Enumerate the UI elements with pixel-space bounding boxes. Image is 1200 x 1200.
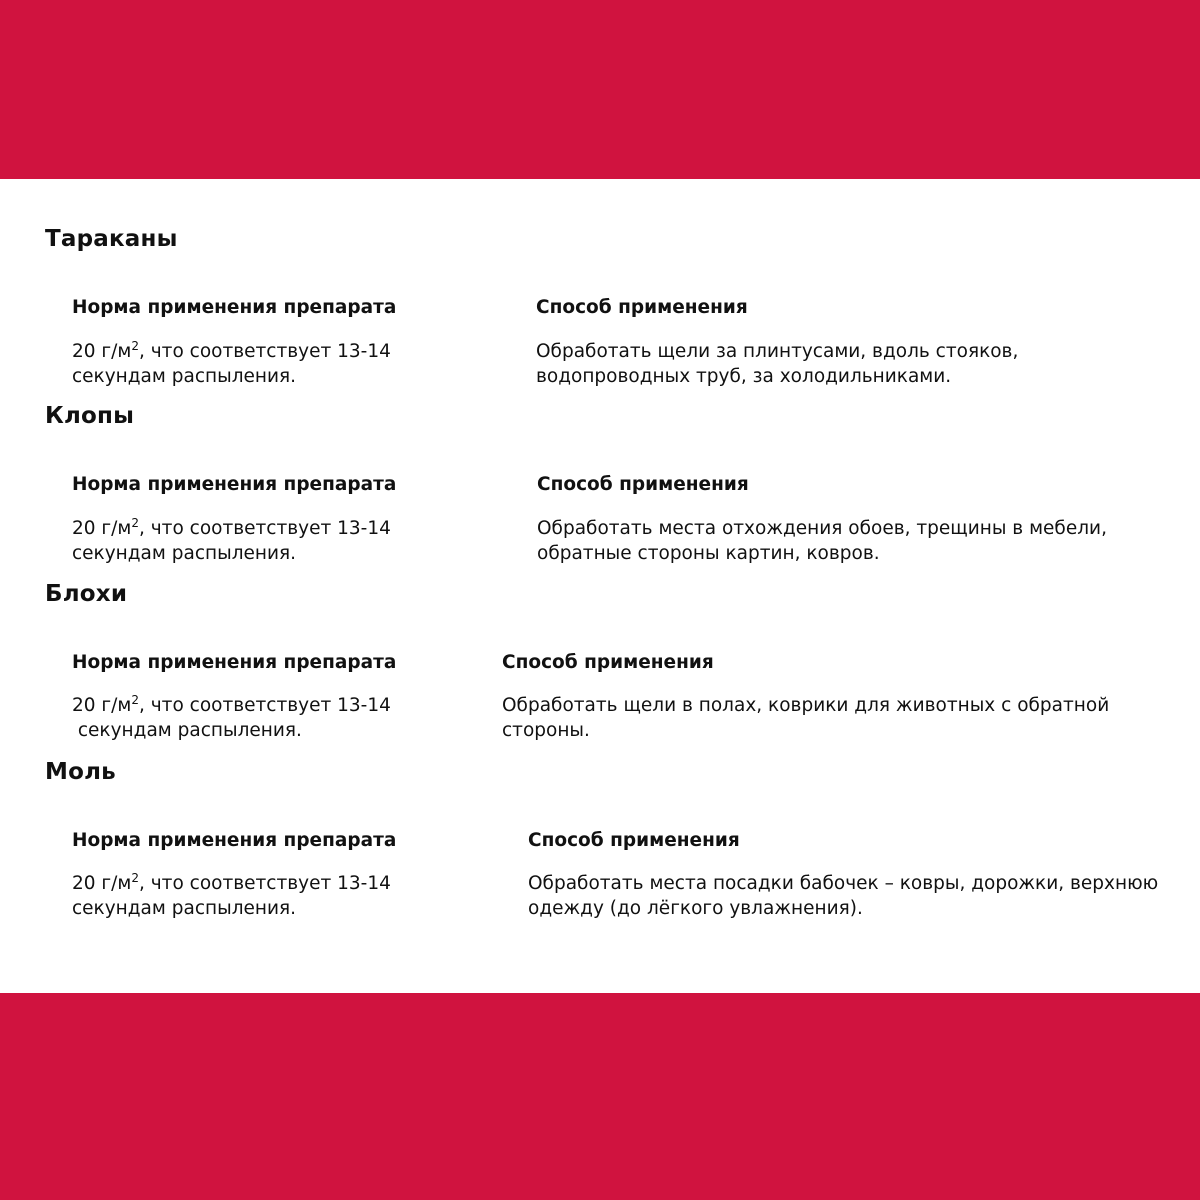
rate-value-line2: секундам распыления. [72,898,297,919]
method-heading: Способ применения [537,474,749,495]
rate-value [72,339,492,389]
method-line1: Обработать места посадки бабочек – ковры, дорожки, верхнюю [528,873,1159,894]
rate-value-prefix: 20 г/м [72,873,132,894]
section-title: Тараканы [45,226,178,252]
top-color-band [0,0,1200,179]
rate-value [72,871,492,921]
method-text [537,516,1197,566]
section-title: Моль [45,759,116,785]
method-line2: одежду (до лёгкого увлажнения). [528,898,863,919]
rate-value-superscript: 2 [131,515,139,530]
rate-value-superscript: 2 [131,692,139,707]
rate-value-line2: секундам распыления. [72,720,302,741]
method-line2: стороны. [502,720,590,741]
method-text [528,871,1196,921]
rate-value-prefix: 20 г/м [72,518,132,539]
rate-heading: Норма применения препарата [72,297,397,318]
method-heading: Способ применения [502,652,714,673]
rate-value [72,693,492,743]
rate-value-rest: , что соответствует 13-14 [138,341,391,362]
rate-value-prefix: 20 г/м [72,695,132,716]
section-title: Блохи [45,581,128,607]
method-line1: Обработать места отхождения обоев, трещины в мебели, [537,518,1107,539]
rate-heading: Норма применения препарата [72,474,397,495]
method-line2: водопроводных труб, за холодильниками. [536,366,952,387]
bottom-color-band [0,993,1200,1200]
method-heading: Способ применения [536,297,748,318]
method-text [536,339,1196,389]
method-text [502,693,1192,743]
rate-value-superscript: 2 [131,338,139,353]
rate-value-rest: , что соответствует 13-14 [138,695,391,716]
rate-value-line2: секундам распыления. [72,543,297,564]
method-heading: Способ применения [528,830,740,851]
rate-value-prefix: 20 г/м [72,341,132,362]
rate-value-rest: , что соответствует 13-14 [138,518,391,539]
method-line1: Обработать щели в полах, коврики для животных с обратной [502,695,1110,716]
rate-heading: Норма применения препарата [72,830,397,851]
rate-value [72,516,492,566]
rate-heading: Норма применения препарата [72,652,397,673]
method-line1: Обработать щели за плинтусами, вдоль стояков, [536,341,1019,362]
section-title: Клопы [45,403,135,429]
rate-value-rest: , что соответствует 13-14 [138,873,391,894]
rate-value-line2: секундам распыления. [72,366,297,387]
rate-value-superscript: 2 [131,870,139,885]
method-line2: обратные стороны картин, ковров. [537,543,880,564]
